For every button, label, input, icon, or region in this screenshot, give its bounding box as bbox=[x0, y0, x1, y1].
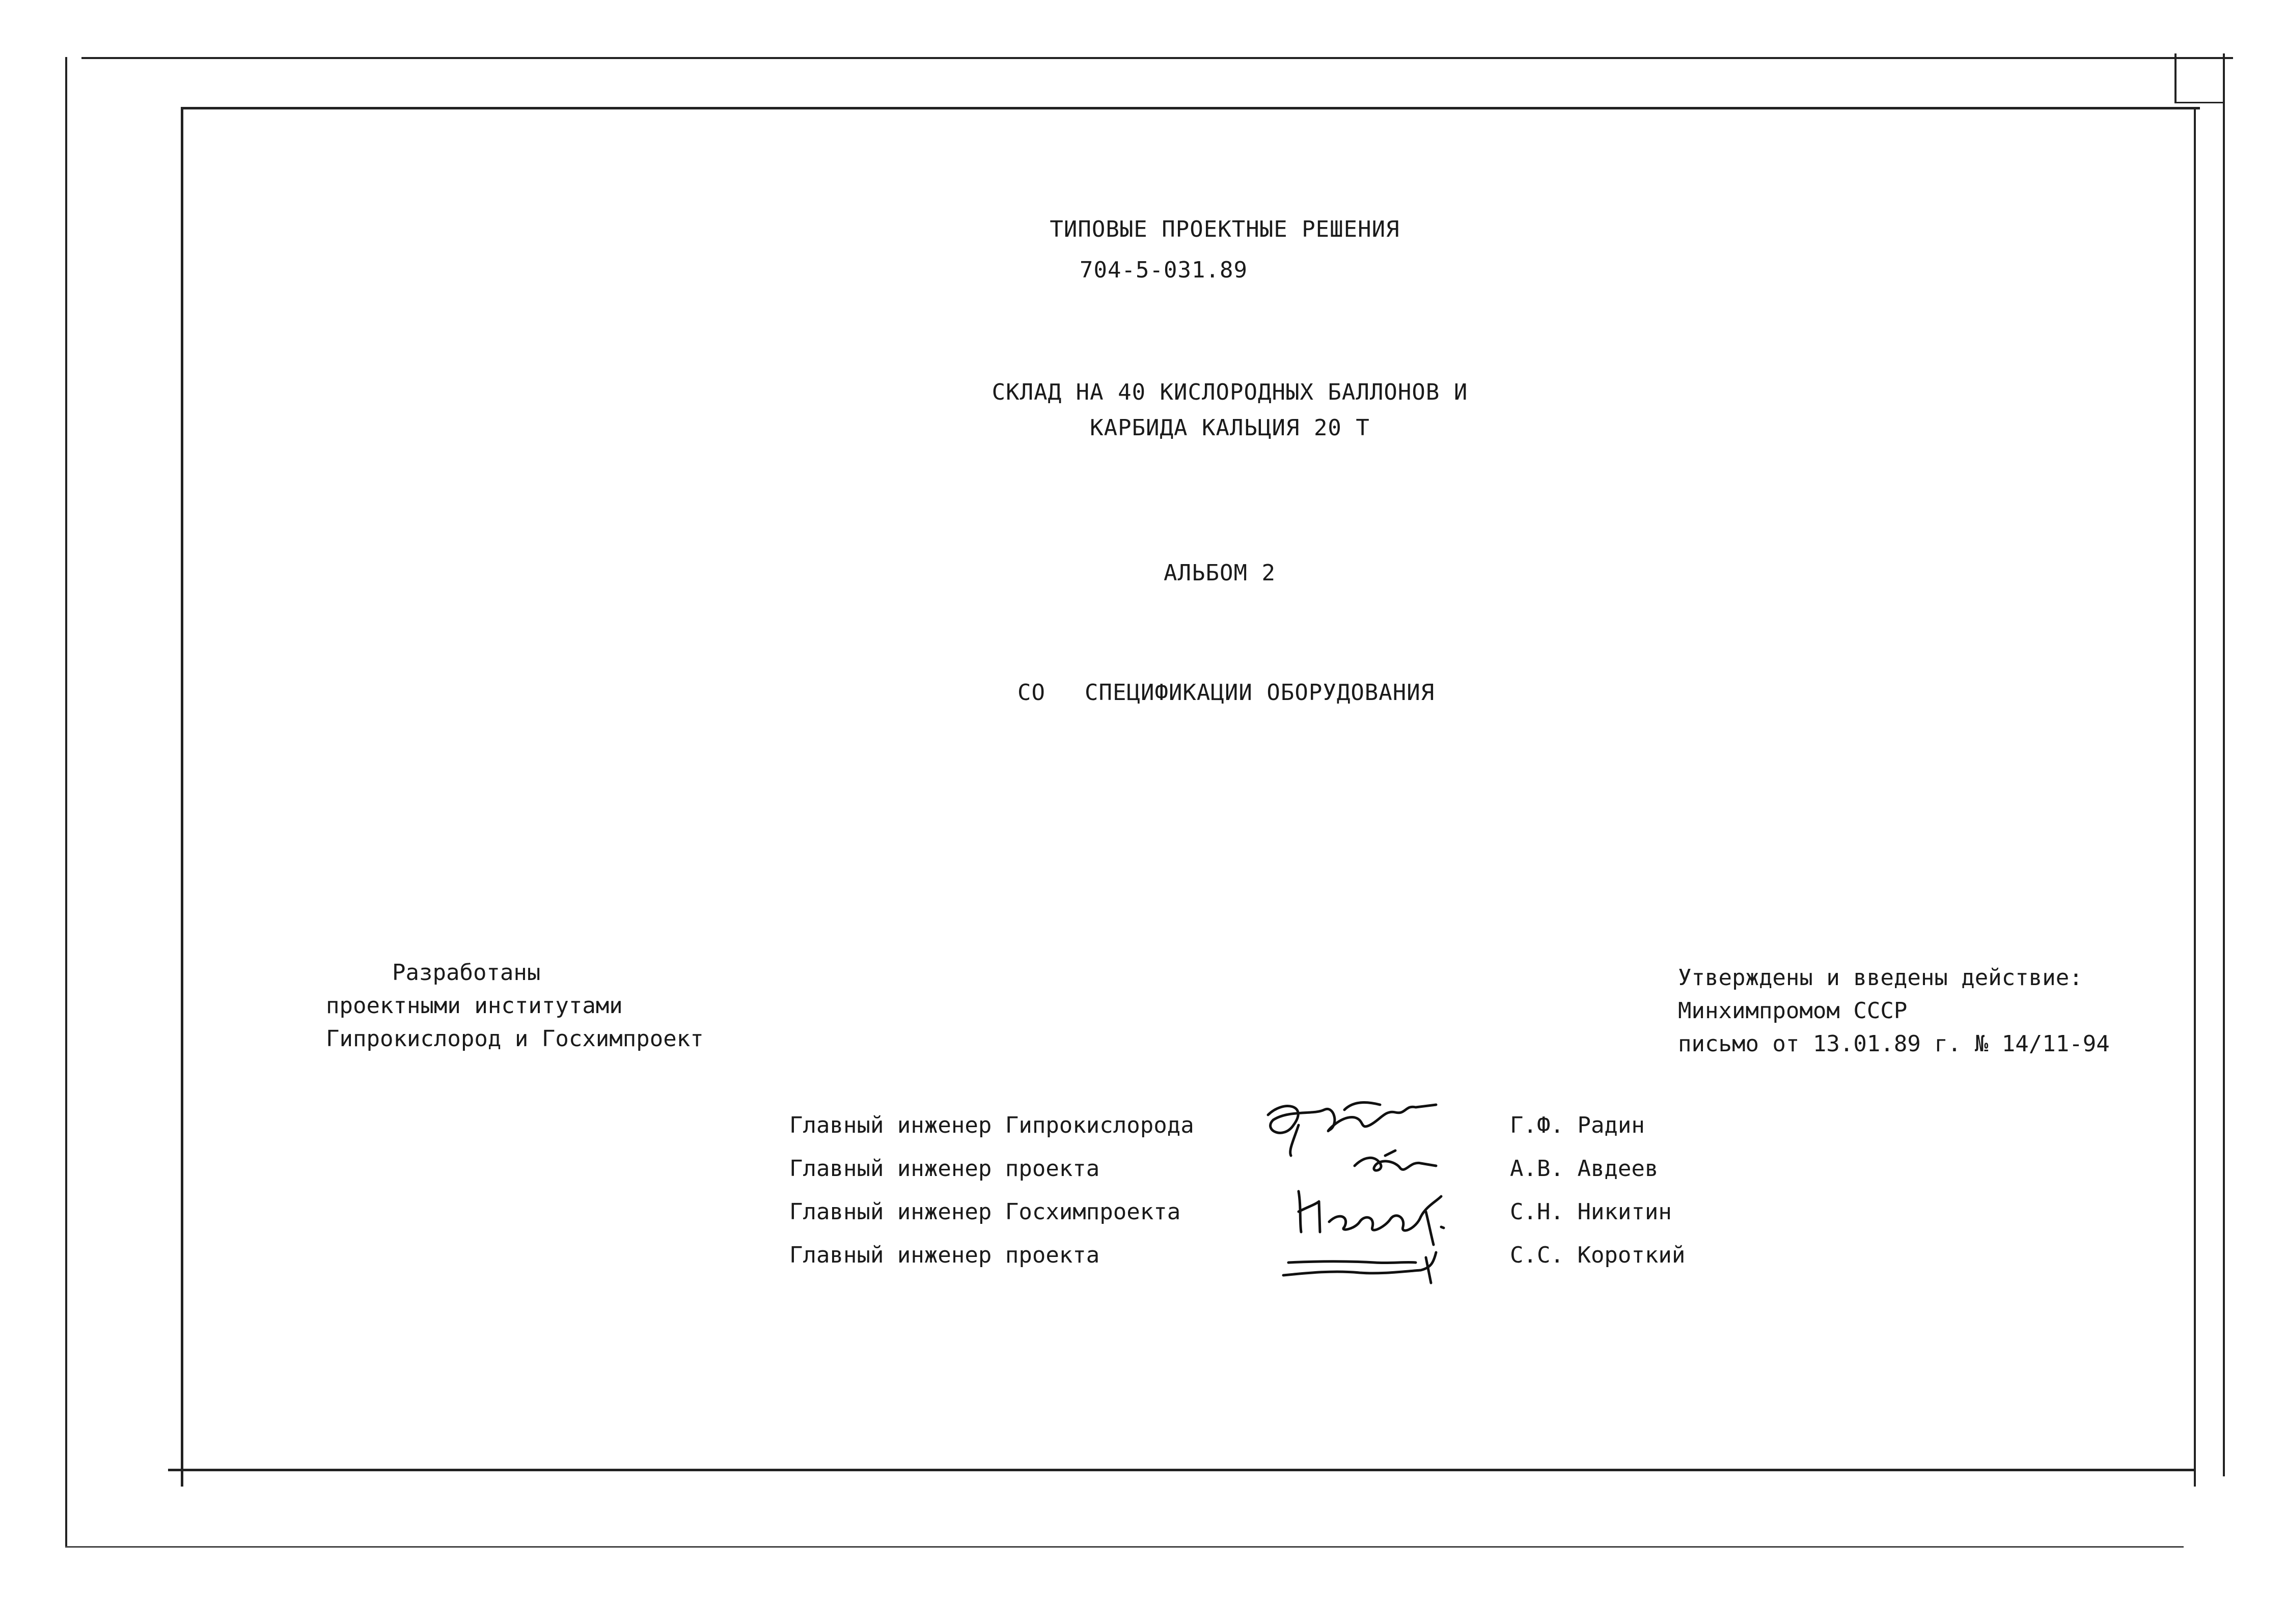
project-title-line2: КАРБИДА КАЛЬЦИЯ 20 Т bbox=[1090, 415, 1370, 441]
signatory-position: Главный инженер проекта bbox=[789, 1156, 1100, 1182]
project-title-line1: СКЛАД НА 40 КИСЛОРОДНЫХ БАЛЛОНОВ И bbox=[991, 379, 1468, 405]
signatory-name: Г.Ф. Радин bbox=[1510, 1112, 1645, 1138]
section-title: СПЕЦИФИКАЦИИ ОБОРУДОВАНИЯ bbox=[1085, 680, 1435, 706]
album-label: АЛЬБОМ 2 bbox=[1164, 560, 1276, 586]
document-number: 704-5-031.89 bbox=[1080, 257, 1248, 283]
series-title: ТИПОВЫЕ ПРОЕКТНЫЕ РЕШЕНИЯ bbox=[1050, 216, 1400, 242]
signatory-position: Главный инженер Гипрокислорода bbox=[789, 1112, 1194, 1138]
section-code: СО bbox=[1017, 680, 1045, 706]
approved-line2: Минхимпромом СССР bbox=[1678, 998, 1908, 1024]
approved-line3: письмо от 13.01.89 г. № 14/11-94 bbox=[1678, 1031, 2110, 1057]
signature-avdeev bbox=[1349, 1145, 1441, 1181]
signatory-name: А.В. Авдеев bbox=[1510, 1156, 1659, 1182]
signatory-position: Главный инженер Госхимпроекта bbox=[789, 1199, 1181, 1225]
developed-line2: проектными институтами bbox=[326, 993, 623, 1019]
developed-line3: Гипрокислород и Госхимпроект bbox=[326, 1026, 704, 1052]
developed-line1: Разработаны bbox=[392, 960, 541, 986]
signature-nikitin bbox=[1288, 1181, 1456, 1247]
signature-korotkiy bbox=[1278, 1242, 1446, 1288]
approved-line1: Утверждены и введены действие: bbox=[1678, 965, 2083, 991]
signatory-name: С.Н. Никитин bbox=[1510, 1199, 1672, 1225]
signatory-name: С.С. Короткий bbox=[1510, 1242, 1686, 1268]
signatory-position: Главный инженер проекта bbox=[789, 1242, 1100, 1268]
